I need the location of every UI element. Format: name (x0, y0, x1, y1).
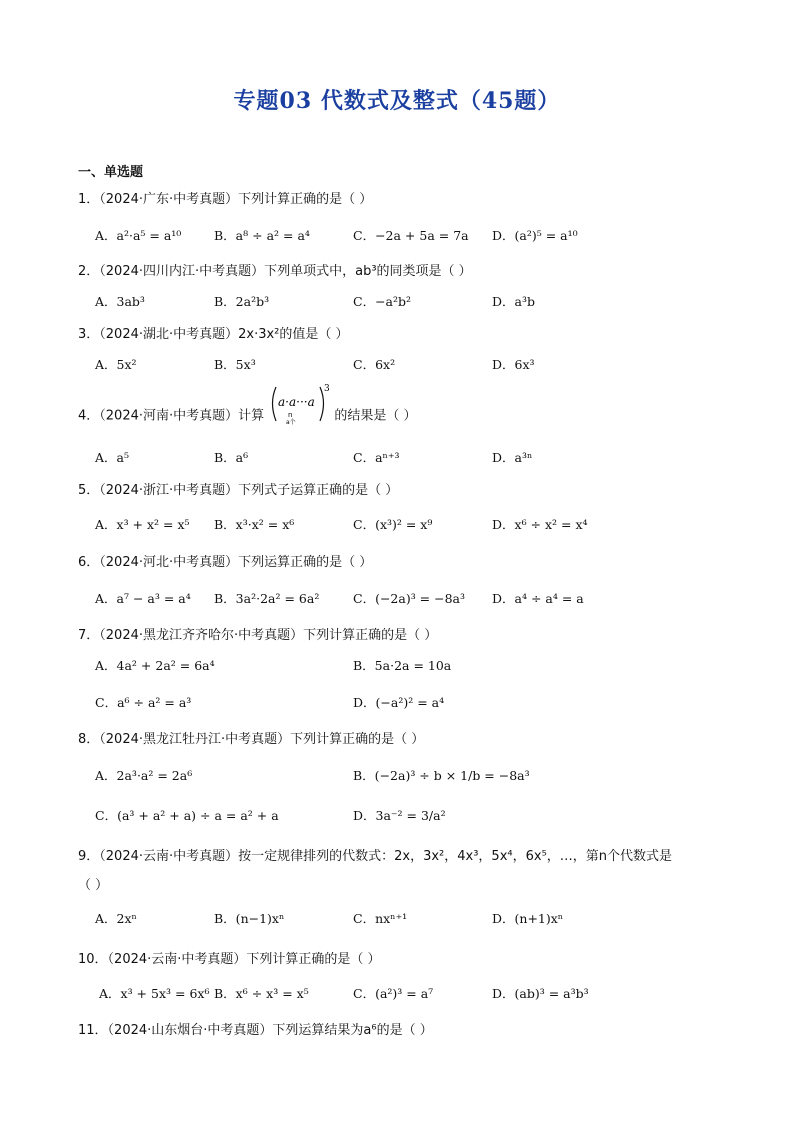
q5-option-d: D．x⁶ ÷ x² = x⁴ (492, 517, 588, 532)
svg-text:3: 3 (324, 384, 330, 394)
q1-option-a: A．a²·a⁵ = a¹⁰ (95, 228, 182, 243)
q8-option-b: B．(−2a)³ ÷ b × 1/b = −8a³ (353, 768, 530, 783)
question-4-stem (78, 384, 417, 431)
page-title: 专题03 代数式及整式（45题） (233, 88, 561, 114)
q7-option-a: A．4a² + 2a² = 6a⁴ (95, 658, 215, 673)
question-1-stem: 1．（2024·广东·中考真题）下列计算正确的是（ ） (78, 192, 373, 207)
question-10-stem: 10．（2024·云南·中考真题）下列计算正确的是（ ） (78, 952, 381, 967)
q7-option-b: B．5a·2a = 10a (353, 658, 452, 673)
q4-option-b: B．a⁶ (214, 450, 249, 465)
q2-option-d: D．a³b (492, 294, 535, 309)
q7-option-d: D．(−a²)² = a⁴ (353, 695, 445, 710)
q6-option-c: C．(−2a)³ = −8a³ (353, 591, 466, 606)
question-2-stem: 2．（2024·四川内江·中考真题）下列单项式中，ab³的同类项是（ ） (78, 264, 472, 279)
q5-option-c: C．(x³)² = x⁹ (353, 517, 433, 532)
q9-option-d: D．(n+1)xⁿ (492, 911, 564, 926)
section-heading: 一、单选题 (78, 165, 144, 180)
q9-option-a: A．2xⁿ (95, 911, 137, 926)
question-9-stem-cont: （ ） (78, 878, 109, 893)
q8-option-c: C．(a³ + a² + a) ÷ a = a² + a (95, 808, 279, 823)
q3-option-b: B．5x³ (214, 357, 256, 372)
q8-option-a: A．2a³·a² = 2a⁶ (95, 768, 193, 783)
question-7-stem: 7．（2024·黑龙江齐齐哈尔·中考真题）下列计算正确的是（ ） (78, 628, 438, 643)
q9-option-b: B．(n−1)xⁿ (214, 911, 285, 926)
q3-option-a: A．5x² (95, 357, 137, 372)
q4-option-c: C．aⁿ⁺³ (353, 450, 400, 465)
q1-option-c: C．−2a + 5a = 7a (353, 228, 469, 243)
q10-option-c: C．(a²)³ = a⁷ (353, 986, 434, 1001)
question-9-stem: 9．（2024·云南·中考真题）按一定规律排列的代数式：2x，3x²，4x³，5x⁴，6x⁵，…，第n个代数式是 (78, 849, 673, 864)
q4-stem-pre: 4．（2024·河南·中考真题）计算 (78, 408, 265, 424)
q3-option-c: C．6x² (353, 357, 396, 372)
question-11-stem: 11．（2024·山东烟台·中考真题）下列运算结果为a⁶的是（ ） (78, 1023, 433, 1038)
q5-option-a: A．x³ + x² = x⁵ (95, 517, 190, 532)
q2-option-c: C．−a²b² (353, 294, 412, 309)
q6-option-b: B．3a²·2a² = 6a² (214, 591, 320, 606)
q4-option-d: D．a³ⁿ (492, 450, 533, 465)
q6-option-d: D．a⁴ ÷ a⁴ = a (492, 591, 584, 606)
question-8-stem: 8．（2024·黑龙江牡丹江·中考真题）下列计算正确的是（ ） (78, 732, 425, 747)
q7-option-c: C．a⁶ ÷ a² = a³ (95, 695, 192, 710)
q3-option-d: D．6x³ (492, 357, 535, 372)
svg-text:a·a···a: a·a···a (278, 395, 315, 409)
q8-option-d: D．3a⁻² = 3/a² (353, 808, 446, 823)
svg-text:a个: a个 (286, 419, 296, 426)
question-3-stem: 3．（2024·湖北·中考真题）2x·3x²的值是（ ） (78, 327, 349, 342)
q2-option-b: B．2a²b³ (214, 294, 270, 309)
svg-text:n: n (288, 411, 293, 419)
q4-option-a: A．a⁵ (95, 450, 129, 465)
q10-option-d: D．(ab)³ = a³b³ (492, 986, 589, 1001)
q10-option-a: A．x³ + 5x³ = 6x⁶ (99, 986, 210, 1001)
q2-option-a: A．3ab³ (95, 294, 145, 309)
q1-option-d: D．(a²)⁵ = a¹⁰ (492, 228, 578, 243)
question-5-stem: 5．（2024·浙江·中考真题）下列式子运算正确的是（ ） (78, 483, 399, 498)
q1-option-b: B．a⁸ ÷ a² = a⁴ (214, 228, 310, 243)
q4-formula (268, 383, 330, 431)
q9-option-c: C．nxⁿ⁺¹ (353, 911, 408, 926)
q4-stem-post: 的结果是（ ） (334, 408, 417, 424)
q6-option-a: A．a⁷ − a³ = a⁴ (95, 591, 191, 606)
q10-option-b: B．x⁶ ÷ x³ = x⁵ (214, 986, 309, 1001)
q5-option-b: B．x³·x² = x⁶ (214, 517, 295, 532)
question-6-stem: 6．（2024·河北·中考真题）下列运算正确的是（ ） (78, 555, 373, 570)
